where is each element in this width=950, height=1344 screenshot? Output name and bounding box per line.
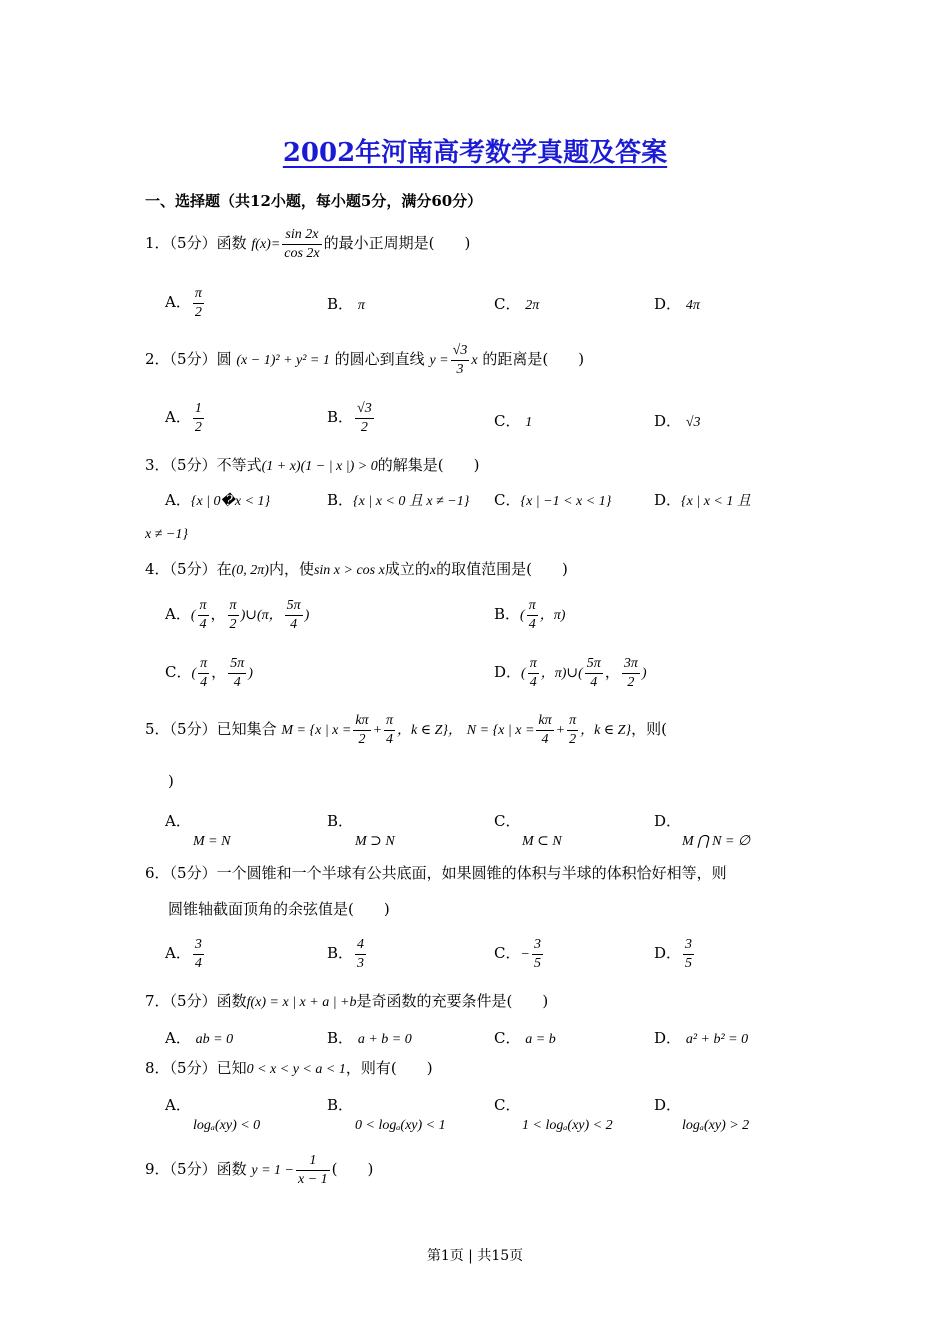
question-number: 9． <box>145 1160 170 1178</box>
option-a[interactable]: A．( $\frac{\pi}{4}$ ， $\frac{\pi}{2}$ )∪(π， $\frac{5\pi}{4}$ ) <box>165 598 310 632</box>
question-9 <box>145 1152 373 1188</box>
question-score: （5分） <box>169 992 217 1010</box>
fraction-denominator: 2 <box>229 616 237 632</box>
question-text: ) <box>367 1160 374 1178</box>
math-expression: x <box>429 563 437 578</box>
fraction <box>355 400 374 436</box>
math-expression: y = 1 − <box>251 1163 294 1178</box>
fraction-denominator: 4 <box>194 955 202 971</box>
math-expression: f(x)= <box>251 237 281 252</box>
question-number: 3． <box>145 456 170 474</box>
option-a[interactable] <box>165 1027 233 1048</box>
fraction <box>198 655 209 691</box>
fraction-numerator: √3 <box>355 400 374 419</box>
fraction <box>355 936 366 972</box>
section-heading: 一、选择题（共12小题，每小题5分，满分60分） <box>145 192 483 210</box>
question-score: （5分） <box>169 560 217 578</box>
fraction-numerator: π <box>384 712 395 731</box>
fraction <box>451 342 470 378</box>
option-b[interactable] <box>327 400 376 436</box>
question-text: 成立的 <box>384 560 430 578</box>
option-c[interactable] <box>494 410 532 431</box>
question-5-end: ) <box>168 772 174 790</box>
question-text: 函数 <box>216 234 247 252</box>
math-expression: (1 + x)(1 − | x |) > 0 <box>261 459 378 474</box>
question-text: 函数 <box>216 992 247 1010</box>
fraction-numerator: 3 <box>532 936 543 955</box>
option-label: D． <box>654 1029 682 1047</box>
option-label: D． <box>654 1096 682 1114</box>
question-text: ) <box>561 560 568 578</box>
option-c[interactable] <box>494 1027 556 1048</box>
fraction <box>228 597 239 633</box>
question-text: 的取值范围是( <box>436 560 532 578</box>
fraction-denominator: 2 <box>360 419 368 435</box>
fraction-numerator: 3 <box>193 936 204 955</box>
option-label: C． <box>494 812 521 830</box>
option-label: A． <box>165 491 191 509</box>
fraction <box>622 655 640 691</box>
option-value: {x | x < 0 且 x ≠ −1} <box>353 494 470 509</box>
option-label: D． <box>654 295 682 313</box>
option-value: π <box>357 298 365 313</box>
option-label: C． <box>165 663 192 681</box>
fraction <box>193 285 204 321</box>
question-6 <box>145 864 727 882</box>
question-2 <box>145 342 584 378</box>
option-label: A． <box>165 605 191 623</box>
fraction-denominator: 3 <box>456 361 464 377</box>
fraction-denominator: cos 2x <box>284 245 320 261</box>
option-d[interactable] <box>654 936 696 972</box>
question-6-line2 <box>168 900 390 918</box>
option-value: logₐ(xy) > 2 <box>682 1118 750 1133</box>
fraction-numerator: sin 2x <box>282 226 321 245</box>
option-d[interactable] <box>654 810 750 850</box>
option-b[interactable] <box>327 810 395 850</box>
option-value: M ⊂ N <box>522 834 562 849</box>
option-d[interactable]: D．( $\frac{\pi}{4}$ ，π)∪( $\frac{5\pi}{4}$ ， $\frac{3\pi}{2}$ ) <box>494 656 647 690</box>
fraction-denominator: 2 <box>569 731 577 747</box>
option-value: 2π <box>525 298 540 313</box>
question-4 <box>145 560 568 580</box>
fraction-numerator: π <box>193 285 204 304</box>
option-b[interactable] <box>327 936 368 972</box>
question-text: 一个圆锥和一个半球有公共底面，如果圆锥的体积与半球的体积恰好相等，则 <box>216 864 727 882</box>
question-score: （5分） <box>169 1059 217 1077</box>
math-sign: − <box>520 947 530 962</box>
question-score: （5分） <box>169 720 217 738</box>
fraction-denominator: 4 <box>200 674 208 690</box>
fraction-denominator: 4 <box>528 616 536 632</box>
option-a[interactable] <box>165 936 206 972</box>
question-text: 是奇函数的充要条件是( <box>356 992 513 1010</box>
option-label: A． <box>165 812 191 830</box>
fraction-denominator: 3 <box>357 955 365 971</box>
question-number: 1． <box>145 234 170 252</box>
option-label: B． <box>327 1029 354 1047</box>
fraction <box>585 655 603 691</box>
question-text: ) <box>473 456 480 474</box>
fraction <box>536 712 553 748</box>
question-score: （5分） <box>169 350 217 368</box>
option-value: logₐ(xy) < 0 <box>193 1118 261 1133</box>
option-a[interactable] <box>165 489 270 510</box>
question-text: 函数 <box>216 1160 247 1178</box>
option-c[interactable] <box>494 810 562 850</box>
question-text: 的圆心到直线 <box>334 350 425 368</box>
option-d[interactable] <box>654 410 701 431</box>
option-label: B． <box>327 1096 354 1114</box>
option-value: a + b = 0 <box>357 1032 412 1047</box>
fraction <box>384 712 395 748</box>
question-text: ) <box>426 1059 433 1077</box>
fraction <box>198 597 209 633</box>
option-a[interactable] <box>165 285 206 321</box>
math-expression: ，k ∈ Z} <box>580 723 632 738</box>
fraction <box>567 712 578 748</box>
option-value: M = N <box>193 834 231 849</box>
option-label: C． <box>494 491 521 509</box>
fraction <box>193 936 204 972</box>
option-label: B． <box>327 408 354 426</box>
math-expression: y = <box>429 353 449 368</box>
fraction-denominator: 4 <box>199 616 207 632</box>
option-value: ab = 0 <box>195 1032 234 1047</box>
option-a[interactable] <box>165 400 206 436</box>
option-b[interactable] <box>327 489 469 510</box>
option-b[interactable] <box>327 1027 412 1048</box>
question-text: 圆 <box>216 350 232 368</box>
question-3 <box>145 456 479 476</box>
page-title[interactable] <box>0 132 950 169</box>
question-text: ) <box>542 992 549 1010</box>
option-label: C． <box>494 295 521 313</box>
question-text: 已知 <box>216 1059 247 1077</box>
fraction-numerator: 5π <box>228 655 246 674</box>
option-d[interactable] <box>654 1027 748 1048</box>
option-label: B． <box>327 295 354 313</box>
question-text: ) <box>383 900 390 918</box>
fraction-numerator: 1 <box>193 400 204 419</box>
option-c[interactable] <box>494 1094 613 1134</box>
option-label: A． <box>165 293 191 311</box>
fraction <box>532 936 543 972</box>
option-value: a² + b² = 0 <box>685 1032 749 1047</box>
option-label: B． <box>327 491 354 509</box>
fraction-numerator: 3 <box>683 936 694 955</box>
option-a[interactable] <box>165 1094 260 1134</box>
option-d[interactable] <box>654 1094 749 1134</box>
question-1 <box>145 226 470 262</box>
option-value: M ⊃ N <box>355 834 395 849</box>
question-text: 的距离是( <box>482 350 549 368</box>
option-b[interactable] <box>327 293 365 314</box>
question-score: （5分） <box>169 456 217 474</box>
fraction-denominator: x − 1 <box>298 1171 328 1187</box>
question-text: ) <box>578 350 585 368</box>
option-d[interactable] <box>654 293 700 314</box>
math-expression: ，π) <box>539 608 566 623</box>
option-value: {x | 0�x < 1} <box>190 494 271 509</box>
math-expression: N = {x | x = <box>466 723 535 738</box>
fraction-denominator: 2 <box>627 674 635 690</box>
math-expression: f(x) = x | x + a | +b <box>246 995 357 1010</box>
fraction <box>353 712 370 748</box>
math-expression: ，π)∪( <box>540 666 583 681</box>
title-link[interactable]: 2002年河南高考数学真题及答案 <box>282 138 668 168</box>
fraction-denominator: 2 <box>358 731 366 747</box>
question-5: 5．（5分）已知集合 M = {x | x = $\frac{k\pi}{2}$ + $\frac{\pi}{4}$ ，k ∈ Z}， N = {x | x = $\frac{k\pi}{4}$ + $\frac{\pi}{2}$ ，k ∈ Z}，则( <box>145 713 667 747</box>
fraction <box>528 655 539 691</box>
option-label: A． <box>165 944 191 962</box>
option-label: D． <box>494 663 522 681</box>
fraction-numerator: π <box>198 597 209 616</box>
option-label: A． <box>165 1029 191 1047</box>
fraction <box>228 655 246 691</box>
question-number: 6． <box>145 864 170 882</box>
fraction-denominator: 4 <box>529 674 537 690</box>
fraction-numerator: √3 <box>451 342 470 361</box>
fraction-numerator: π <box>567 712 578 731</box>
option-value: 1 < logₐ(xy) < 2 <box>522 1118 613 1133</box>
option-value: 1 <box>525 415 533 430</box>
option-label: D． <box>654 491 682 509</box>
option-b[interactable]: B．( $\frac{\pi}{4}$ ，π) <box>494 598 566 632</box>
fraction-denominator: 4 <box>233 674 241 690</box>
option-d-wrap: x ≠ −1} <box>145 527 188 542</box>
question-text: ( <box>331 1160 338 1178</box>
fraction <box>193 400 204 436</box>
option-c[interactable] <box>494 936 545 972</box>
option-a[interactable] <box>165 810 230 850</box>
option-value: M ⋂ N = ∅ <box>682 834 751 849</box>
option-b[interactable] <box>327 1094 446 1134</box>
fraction-numerator: π <box>198 655 209 674</box>
option-value: √3 <box>685 415 701 430</box>
question-text: ) <box>464 234 471 252</box>
math-expression: 0 < x < y < a < 1 <box>246 1062 346 1077</box>
fraction <box>282 226 321 262</box>
question-8 <box>145 1059 433 1079</box>
fraction-numerator: kπ <box>353 712 370 731</box>
fraction-numerator: 1 <box>296 1152 330 1171</box>
option-label: C． <box>494 1029 521 1047</box>
option-value: {x | x < 1 且 <box>681 494 751 509</box>
math-expression: ，k ∈ Z}， <box>397 723 462 738</box>
fraction-denominator: 2 <box>194 419 202 435</box>
option-c[interactable]: C．( $\frac{\pi}{4}$ ， $\frac{5\pi}{4}$ ) <box>165 656 253 690</box>
fraction-denominator: 2 <box>194 304 202 320</box>
question-text: 不等式 <box>216 456 262 474</box>
fraction <box>285 597 303 633</box>
option-label: C． <box>494 944 521 962</box>
option-label: A． <box>165 1096 191 1114</box>
fraction-denominator: 5 <box>685 955 693 971</box>
question-number: 8． <box>145 1059 170 1077</box>
option-c[interactable] <box>494 293 539 314</box>
option-c[interactable] <box>494 489 611 510</box>
question-text: 在 <box>216 560 232 578</box>
fraction-numerator: π <box>527 597 538 616</box>
fraction <box>296 1152 330 1188</box>
math-expression: M = {x | x = <box>281 723 352 738</box>
question-text: ，则( <box>631 720 667 738</box>
question-score: （5分） <box>169 1160 217 1178</box>
option-label: B． <box>327 812 354 830</box>
option-label: B． <box>327 944 354 962</box>
question-score: （5分） <box>169 864 217 882</box>
option-label: D． <box>654 944 682 962</box>
fraction-denominator: 4 <box>386 731 394 747</box>
math-expression: sin x > cos x <box>313 563 385 578</box>
question-number: 7． <box>145 992 170 1010</box>
option-value: {x | −1 < x < 1} <box>520 494 612 509</box>
question-text: 圆锥轴截面顶角的余弦值是( <box>168 900 354 918</box>
fraction-numerator: 5π <box>585 655 603 674</box>
fraction-numerator: π <box>228 597 239 616</box>
option-label: D． <box>654 812 682 830</box>
option-label: A． <box>165 408 191 426</box>
question-text: ，则有( <box>345 1059 397 1077</box>
fraction-denominator: 4 <box>541 731 549 747</box>
fraction-denominator: 4 <box>590 674 598 690</box>
fraction-numerator: 3π <box>622 655 640 674</box>
math-expression: x <box>471 353 478 368</box>
question-score: （5分） <box>169 234 217 252</box>
fraction <box>527 597 538 633</box>
option-d[interactable] <box>654 489 751 510</box>
math-expression: (x − 1)² + y² = 1 <box>236 353 330 368</box>
option-label: D． <box>654 412 682 430</box>
option-label: B． <box>494 605 521 623</box>
option-value: a = b <box>525 1032 556 1047</box>
fraction-denominator: 5 <box>533 955 541 971</box>
fraction-denominator: 4 <box>290 616 298 632</box>
fraction-numerator: kπ <box>536 712 553 731</box>
question-7 <box>145 992 548 1012</box>
question-number: 5． <box>145 720 170 738</box>
math-expression: (0, 2π) <box>231 563 269 578</box>
question-number: 2． <box>145 350 170 368</box>
option-value: 0 < logₐ(xy) < 1 <box>355 1118 446 1133</box>
question-text: 内，使 <box>268 560 314 578</box>
question-text: 已知集合 <box>216 720 277 738</box>
option-value: 4π <box>685 298 700 313</box>
question-text: 的最小正周期是( <box>323 234 435 252</box>
math-expression: )∪(π， <box>240 608 283 623</box>
question-number: 4． <box>145 560 170 578</box>
fraction-numerator: 5π <box>285 597 303 616</box>
page-footer: 第1页 | 共15页 <box>426 1248 524 1264</box>
fraction-numerator: π <box>528 655 539 674</box>
fraction-numerator: 4 <box>355 936 366 955</box>
option-label: C． <box>494 412 521 430</box>
question-text: 的解集是( <box>377 456 444 474</box>
fraction <box>683 936 694 972</box>
option-label: C． <box>494 1096 521 1114</box>
